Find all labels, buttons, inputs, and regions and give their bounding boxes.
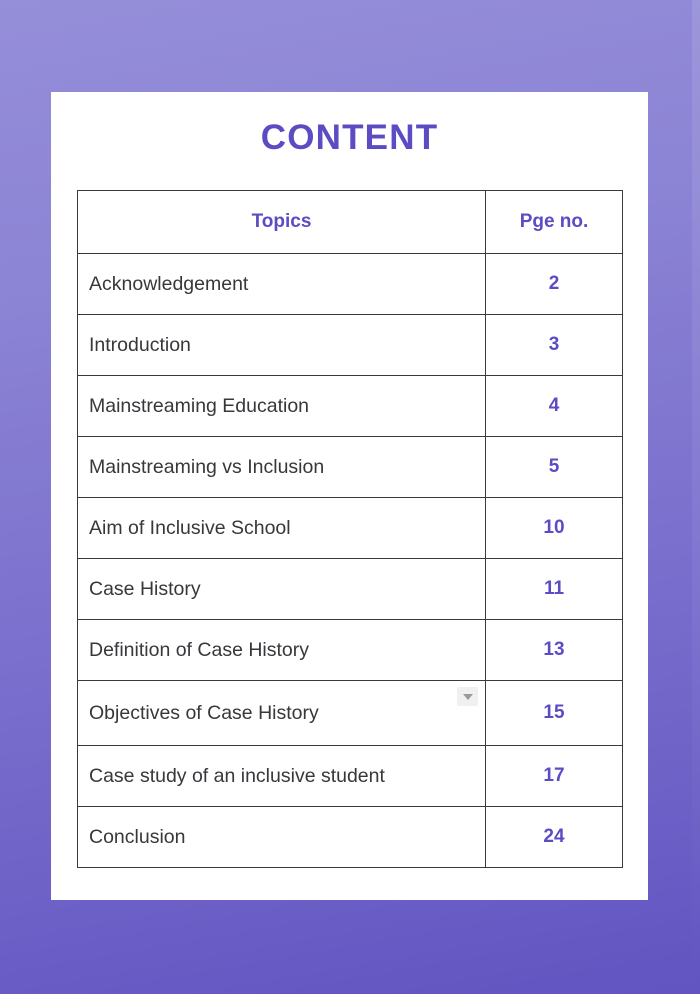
- column-header-page-no: Pge no.: [486, 191, 623, 254]
- page-number-cell[interactable]: [486, 807, 623, 868]
- chevron-down-glyph: [463, 694, 473, 700]
- document-card: [51, 92, 648, 900]
- table-row[interactable]: [78, 681, 623, 746]
- page-number-label: 24: [543, 826, 565, 847]
- table-row[interactable]: [78, 437, 623, 498]
- page-number-cell[interactable]: [486, 315, 623, 376]
- background-edge-highlight: [692, 0, 700, 994]
- table-row[interactable]: [78, 807, 623, 868]
- table-row[interactable]: [78, 315, 623, 376]
- table-row[interactable]: [78, 620, 623, 681]
- page-number-cell[interactable]: [486, 681, 623, 746]
- chevron-down-icon[interactable]: [457, 687, 478, 706]
- table-row[interactable]: [78, 498, 623, 559]
- page-number-label: 2: [548, 273, 560, 294]
- topic-label: Acknowledgement: [89, 272, 249, 295]
- topic-label: Case History: [89, 577, 201, 600]
- page-number-label: 4: [548, 395, 560, 416]
- table-row[interactable]: [78, 376, 623, 437]
- topic-cell[interactable]: [78, 681, 486, 746]
- page-number-cell[interactable]: [486, 376, 623, 437]
- column-header-topics: Topics: [78, 191, 486, 254]
- page-number-label: 10: [543, 517, 565, 538]
- topic-label: Introduction: [89, 333, 191, 356]
- topic-cell[interactable]: [78, 746, 486, 807]
- table-body: [78, 254, 623, 868]
- page-number-cell[interactable]: [486, 498, 623, 559]
- page-title: CONTENT: [260, 118, 439, 157]
- table-of-contents-container: [77, 190, 622, 868]
- table-row[interactable]: [78, 254, 623, 315]
- page-number-cell[interactable]: [486, 559, 623, 620]
- table-of-contents: [77, 190, 623, 868]
- topic-label: Conclusion: [89, 825, 186, 848]
- topic-cell[interactable]: [78, 437, 486, 498]
- table-header-row: [78, 191, 623, 254]
- topic-cell[interactable]: [78, 376, 486, 437]
- page-number-cell[interactable]: [486, 254, 623, 315]
- page-number-label: 3: [548, 334, 560, 355]
- page-number-label: 5: [548, 456, 560, 477]
- topic-cell[interactable]: [78, 315, 486, 376]
- topic-label: Mainstreaming vs Inclusion: [89, 455, 325, 478]
- table-row[interactable]: [78, 559, 623, 620]
- table-row[interactable]: [78, 746, 623, 807]
- topic-label: Definition of Case History: [89, 638, 310, 661]
- topic-label: Aim of Inclusive School: [89, 516, 291, 539]
- topic-label: Case study of an inclusive student: [89, 764, 385, 787]
- page-number-cell[interactable]: [486, 746, 623, 807]
- topic-cell[interactable]: [78, 498, 486, 559]
- topic-cell[interactable]: [78, 254, 486, 315]
- page-number-label: 13: [543, 639, 565, 660]
- topic-label: Objectives of Case History: [89, 701, 319, 724]
- topic-cell[interactable]: [78, 620, 486, 681]
- page-number-label: 17: [543, 765, 565, 786]
- page-number-label: 11: [543, 578, 565, 599]
- page-number-label: 15: [543, 702, 565, 723]
- table-header: [78, 191, 623, 254]
- topic-cell[interactable]: [78, 807, 486, 868]
- topic-label: Mainstreaming Education: [89, 394, 310, 417]
- topic-cell[interactable]: [78, 559, 486, 620]
- page-number-cell[interactable]: [486, 620, 623, 681]
- page-number-cell[interactable]: [486, 437, 623, 498]
